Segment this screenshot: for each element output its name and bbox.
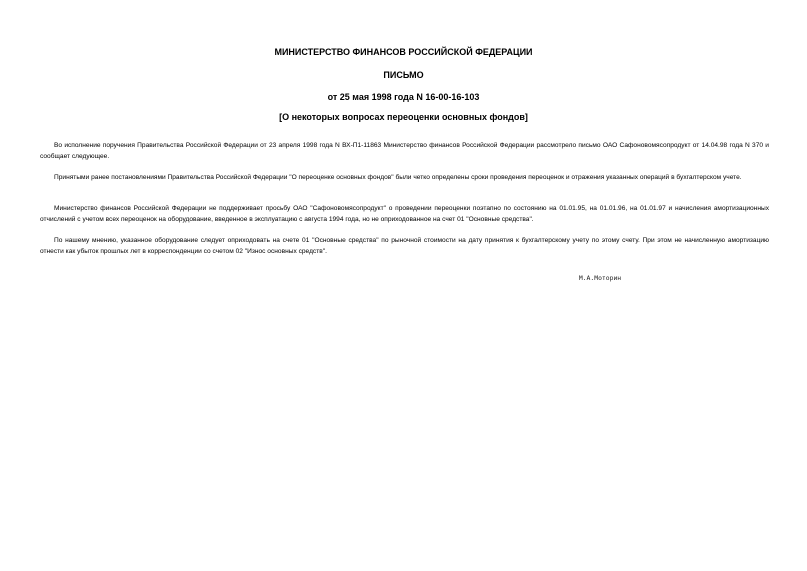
document-type-heading: ПИСЬМО [383,70,424,80]
paragraph-2: Принятыми ранее постановлениями Правительства Российской Федерации "О переоценке основных фондов" были четко определены сроки проведения переоценок и отражения указанных операций в бухгалтерском учете. [54,174,742,181]
ministry-heading: МИНИСТЕРСТВО ФИНАНСОВ РОССИЙСКОЙ ФЕДЕРАЦИИ [274,47,533,57]
paragraph-3: Министерство финансов Российской Федерации не поддерживает просьбу ОАО "Сафоновомясопродукт" о проведении переоценки поэтапно по состоянию на 01.01.95, на 01.01.96, на 01.01.97 и начисления амортизационных отчислений с учетом всех переоценок на оборудование, введенное в эксплуатацию с августа 1994 года, но не оприходованное на счет 01 "Основные средства". [40,205,769,223]
document-title: [О некоторых вопросах переоценки основных фондов] [279,112,528,122]
paragraph-4: По нашему мнению, указанное оборудование следует оприходовать на счете 01 "Основные средства" по рыночной стоимости на дату принятия к бухгалтерскому учету по этому счету. При этом не начисленную амортизацию отнести как убыток прошлых лет в корреспонденции со счетом 02 "Износ основных средств". [40,237,769,255]
signature: М.А.Моторин [578,274,622,282]
date-number-heading: от 25 мая 1998 года N 16-00-16-103 [327,92,480,102]
paragraph-1: Во исполнение поручения Правительства Российской Федерации от 23 апреля 1998 года N ВХ-П1-11863 Министерство финансов Российской Федерации рассмотрело письмо ОАО Сафоновомясопродукт от 14.04.98 года N 370 и сообщает следующее. [40,142,769,160]
